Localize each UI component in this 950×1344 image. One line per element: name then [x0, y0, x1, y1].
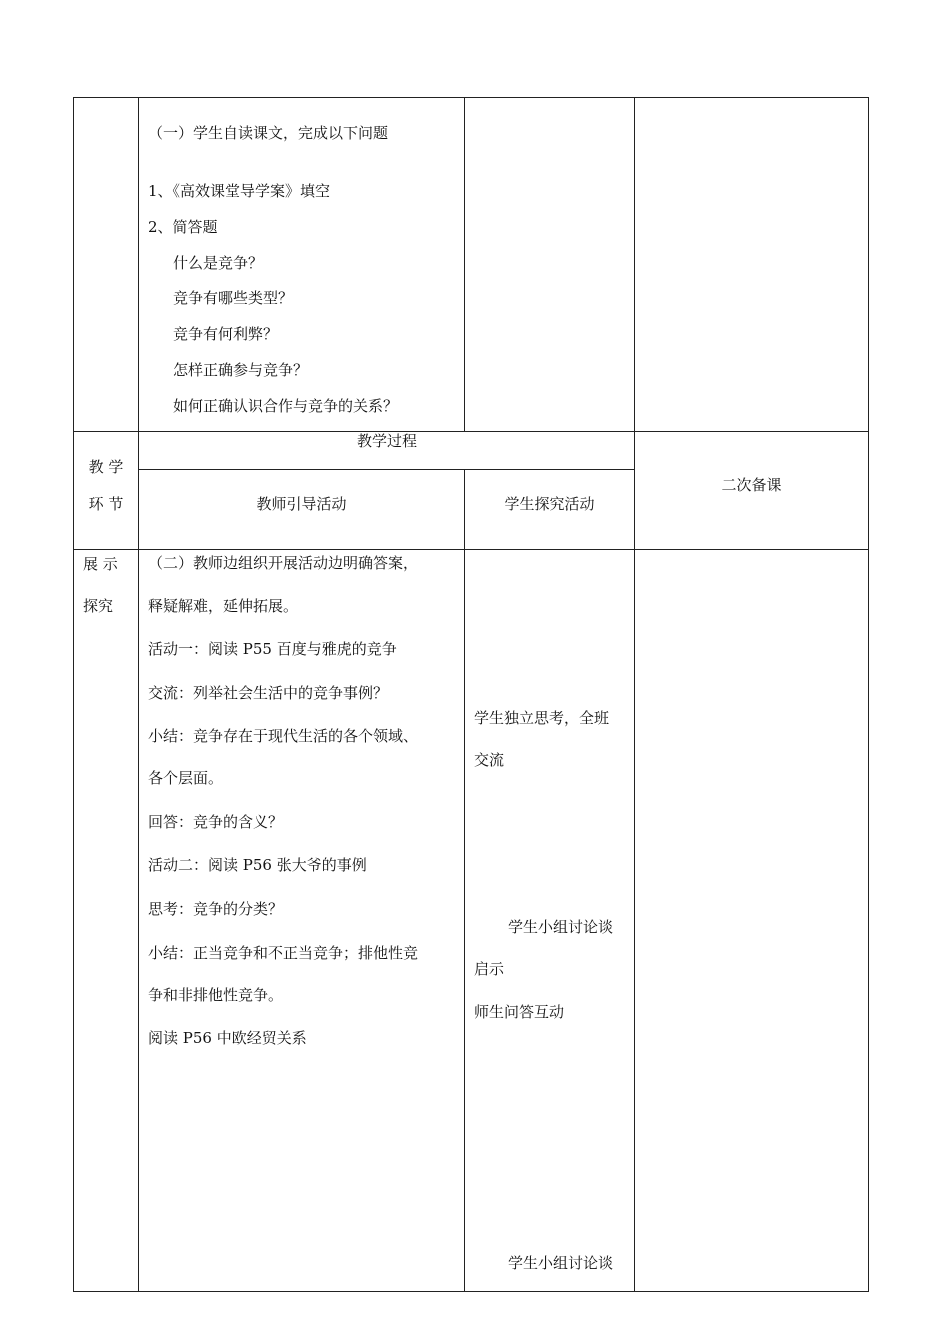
- teacher-line: 各个层面。: [148, 769, 224, 787]
- teacher-line: 活动二：阅读 P56 张大爷的事例: [148, 856, 367, 874]
- table-border-top: [73, 97, 869, 98]
- teacher-line: 交流：列举社会生活中的竞争事例？: [148, 684, 389, 702]
- teacher-line: 阅读 P56 中欧经贸关系: [148, 1029, 307, 1047]
- question-5: 如何正确认识合作与竞争的关系？: [173, 397, 399, 415]
- table-divider-process-sub: [138, 469, 635, 470]
- table-divider-col1: [138, 97, 139, 1292]
- prep-column-header: 二次备课: [721, 476, 782, 494]
- teacher-line: 释疑解难，延伸拓展。: [148, 597, 299, 615]
- task-item-2: 2、简答题: [148, 218, 218, 236]
- question-2: 竞争有哪些类型？: [173, 289, 294, 307]
- table-border-left: [73, 97, 74, 1292]
- student-column-header: 学生探究活动: [504, 495, 595, 513]
- student-line: 学生小组讨论谈: [508, 918, 614, 936]
- header-section-line2: 环 节: [88, 495, 124, 513]
- process-title: 教学过程: [356, 432, 417, 450]
- teacher-line: 回答：竞争的含义？: [148, 813, 284, 831]
- self-study-heading: （一）学生自读课文，完成以下问题: [148, 124, 389, 142]
- question-1: 什么是竞争？: [173, 254, 264, 272]
- teacher-line: 争和非排他性竞争。: [148, 986, 284, 1004]
- question-4: 怎样正确参与竞争？: [173, 361, 309, 379]
- table-border-right: [868, 97, 869, 1292]
- table-divider-col2-bottom: [464, 469, 465, 1292]
- teacher-line: 活动一：阅读 P55 百度与雅虎的竞争: [148, 640, 397, 658]
- teacher-line: （二）教师边组织开展活动边明确答案，: [148, 554, 419, 572]
- teacher-line: 思考：竞争的分类？: [148, 900, 284, 918]
- section-label-line1: 展 示: [83, 555, 118, 573]
- table-divider-col3: [634, 97, 635, 1292]
- student-line: 师生问答互动: [474, 1003, 565, 1021]
- teacher-line: 小结：竞争存在于现代生活的各个领域、: [148, 727, 419, 745]
- table-divider-col2-top: [464, 97, 465, 432]
- student-line: 交流: [474, 751, 505, 769]
- question-3: 竞争有何利弊？: [173, 325, 279, 343]
- task-item-1: 1、《高效课堂导学案》填空: [148, 182, 331, 200]
- section-label-line2: 探究: [83, 597, 114, 615]
- teacher-column-header: 教师引导活动: [256, 495, 347, 513]
- student-line: 启示: [474, 960, 505, 978]
- student-line: 学生独立思考，全班: [474, 709, 610, 727]
- student-line: 学生小组讨论谈: [508, 1254, 614, 1272]
- table-border-bottom: [73, 1291, 869, 1292]
- table-divider-header-bottom: [73, 549, 869, 550]
- header-section-line1: 教 学: [88, 458, 124, 476]
- teacher-line: 小结：正当竞争和不正当竞争；排他性竞: [148, 944, 419, 962]
